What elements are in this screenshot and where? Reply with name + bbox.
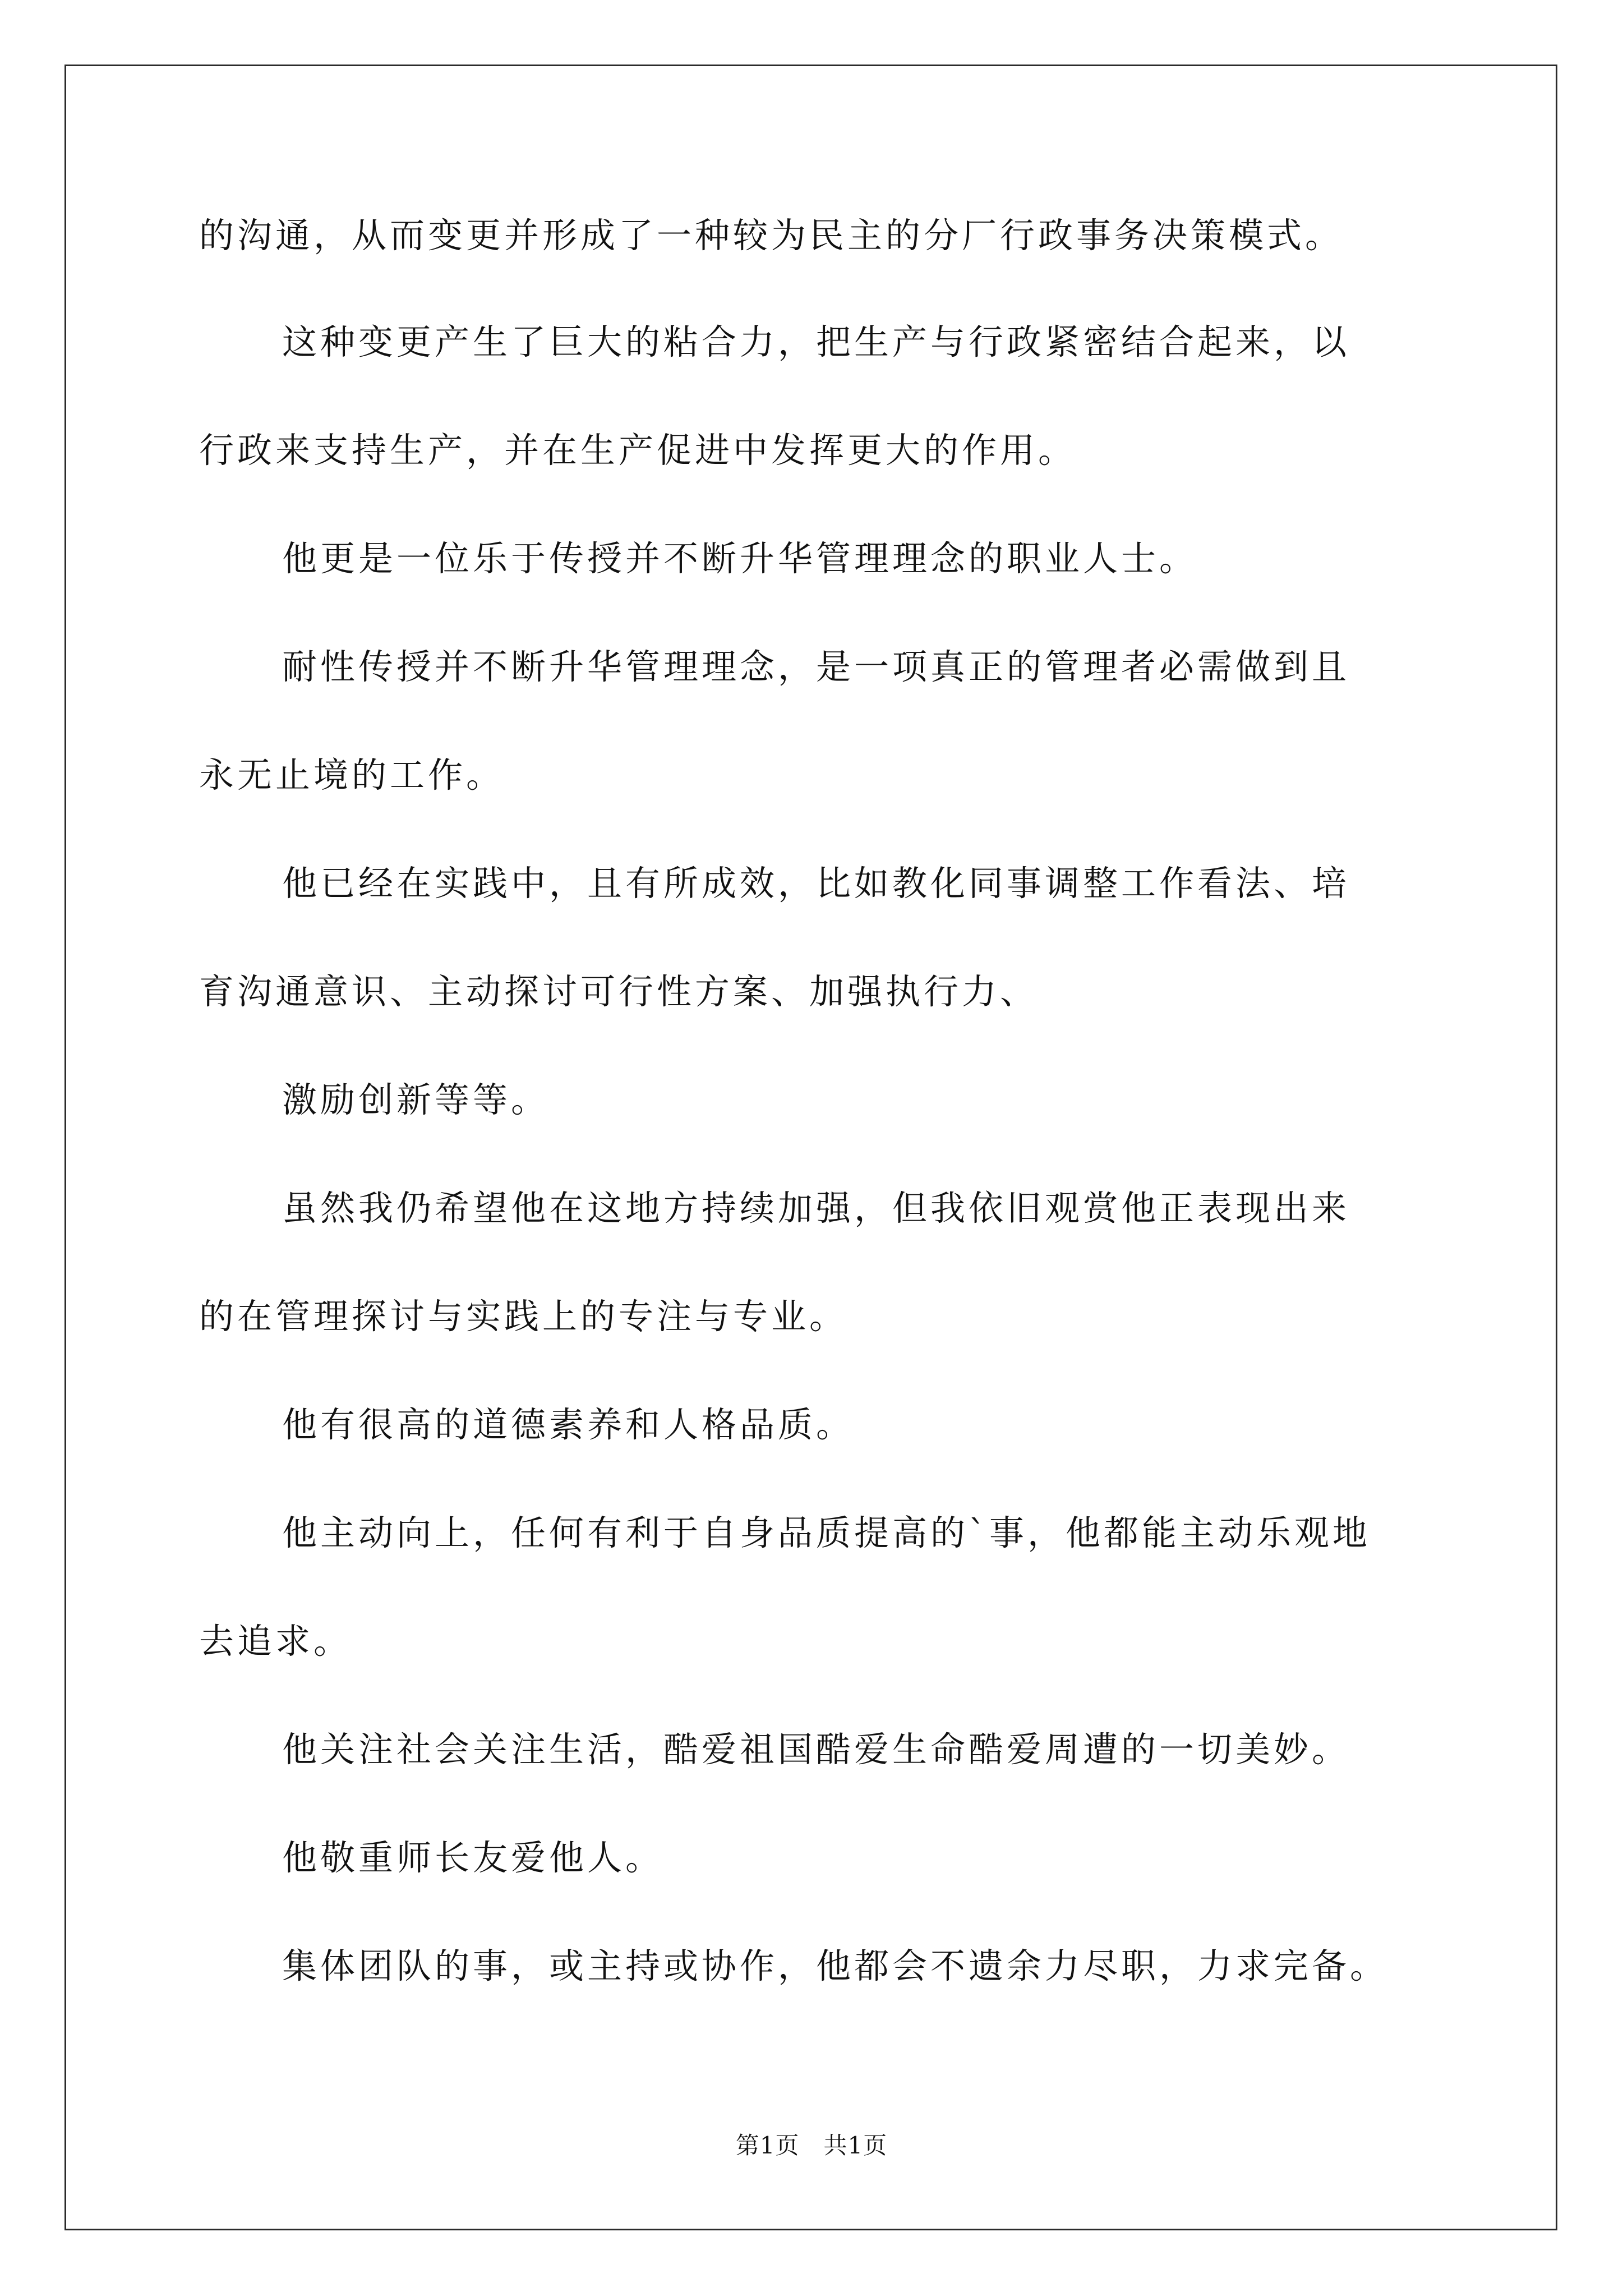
page-number: 第1页	[735, 2132, 800, 2159]
text-line-15: 他关注社会关注生活，酷爱祖国酷爱生命酷爱周遭的一切美妙。	[282, 1729, 1350, 1770]
text-line-7: 他已经在实践中，且有所成效，比如教化同事调整工作看法、培	[282, 863, 1350, 904]
text-line-13: 他主动向上，任何有利于自身品质提高的`事，他都能主动乐观地	[282, 1512, 1371, 1553]
text-line-4: 他更是一位乐于传授并不断升华管理理念的职业人士。	[282, 538, 1198, 579]
text-line-9: 激励创新等等。	[282, 1079, 550, 1120]
text-line-5: 耐性传授并不断升华管理理念，是一项真正的管理者必需做到且	[282, 646, 1350, 687]
text-line-17: 集体团队的事，或主持或协作，他都会不遗余力尽职，力求完备。	[282, 1945, 1389, 1986]
page-footer	[0, 2132, 1623, 2160]
page-total: 共1页	[823, 2132, 888, 2159]
text-line-10: 虽然我仍希望他在这地方持续加强，但我依旧观赏他正表现出来	[282, 1188, 1350, 1228]
text-line-14: 去追求。	[199, 1621, 352, 1662]
text-line-1: 的沟通，从而变更并形成了一种较为民主的分厂行政事务决策模式。	[199, 215, 1344, 256]
footer-spacer	[799, 2132, 823, 2159]
text-line-12: 他有很高的道德素养和人格品质。	[282, 1404, 855, 1445]
text-line-8: 育沟通意识、主动探讨可行性方案、加强执行力、	[199, 971, 1039, 1012]
text-line-6: 永无止境的工作。	[199, 754, 505, 795]
page-border	[64, 65, 1557, 2230]
text-line-3: 行政来支持生产，并在生产促进中发挥更大的作用。	[199, 430, 1077, 471]
text-line-11: 的在管理探讨与实践上的专注与专业。	[199, 1296, 848, 1337]
text-line-16: 他敬重师长友爱他人。	[282, 1837, 664, 1878]
text-line-2: 这种变更产生了巨大的粘合力，把生产与行政紧密结合起来，以	[282, 321, 1350, 362]
